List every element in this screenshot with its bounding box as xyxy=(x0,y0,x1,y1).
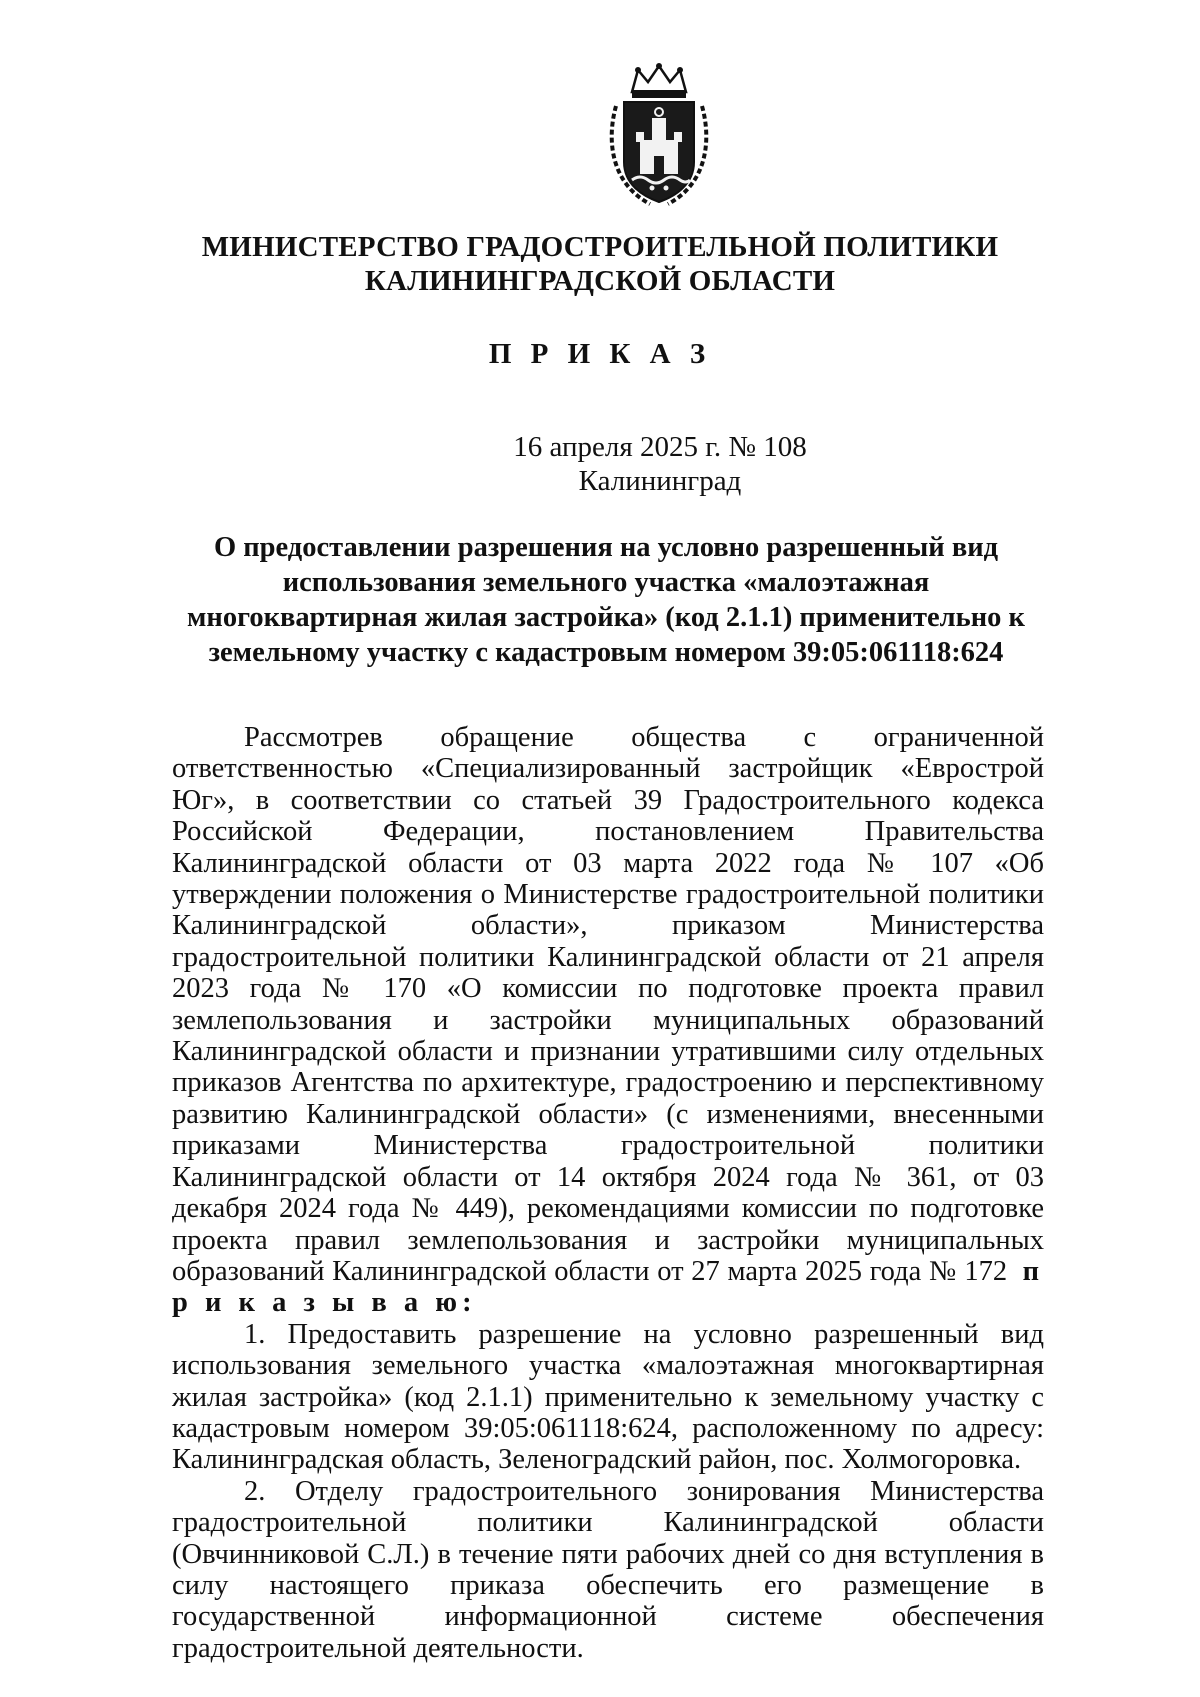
order-body xyxy=(172,722,1044,1664)
order-item-1: 1. Предоставить разрешение на условно разрешенный вид использования земельного участка «малоэтажная многоквартирная жилая застройка» (код 2.1.1) применительно к земельному участку с кадастровым номером 39:05:061118:624, расположенному по адресу: Калининградская область, Зеленоградский район, пос. Холмогоровка. xyxy=(172,1318,1044,1476)
ministry-name-line1: МИНИСТЕРСТВО ГРАДОСТРОИТЕЛЬНОЙ ПОЛИТИКИ xyxy=(201,231,999,263)
order-word: п р и к а з ы в а ю: xyxy=(172,1255,1044,1319)
order-date-number: 16 апреля 2025 г. № 108 xyxy=(513,431,807,463)
ministry-name-line2: КАЛИНИНГРАДСКОЙ ОБЛАСТИ xyxy=(364,265,836,297)
order-date-block xyxy=(420,430,900,498)
order-item-2: 2. Отделу градостроительного зонирования Министерства градостроительной политики Калининградской области (Овчинниковой С.Л.) в течение пяти рабочих дней со дня вступления в силу настоящего приказа обеспечить его размещение в государственной информационной системе обеспечения градостроительной деятельности. xyxy=(172,1475,1044,1664)
kaliningrad-coat-of-arms-icon xyxy=(602,62,716,212)
preamble-paragraph xyxy=(172,722,1044,1319)
order-subject: О предоставлении разрешения на условно разрешенный вид использования земельного участка «малоэтажная многоквартирная жилая застройка» (код 2.1.1) применительно к земельному участку с кадастровым номером 39:05:061118:624 xyxy=(187,532,1025,668)
ministry-name xyxy=(180,230,1020,298)
order-title: П Р И К А З xyxy=(488,338,712,370)
order-city: Калининград xyxy=(578,465,742,497)
preamble-text: Рассмотрев обращение общества с ограниченной ответственностью «Специализированный застройщик «Еврострой Юг», в соответствии со статьей 39 Градостроительного кодекса Российской Федерации, постановлением Правительства Калининградской области от 03 марта 2022 года № 107 «Об утверждении положения о Министерстве градостроительной политики Калининградской области», приказом Министерства градостроительной политики Калининградской области от 21 апреля 2023 года № 170 «О комиссии по подготовке проекта правил землепользования и застройки муниципальных образований Калининградской области и признании утратившими силу отдельных приказов Агентства по архитектуре, градостроению и перспективному развитию Калининградской области» (с изменениями, внесенными приказами Министерства градостроительной политики Калининградской области от 14 октября 2024 года № 361, от 03 декабря 2024 года № 449), рекомендациями комиссии по подготовке проекта правил землепользования и застройки муниципальных образований Калининградской области от 27 марта 2025 года № 172 xyxy=(172,722,1044,1287)
